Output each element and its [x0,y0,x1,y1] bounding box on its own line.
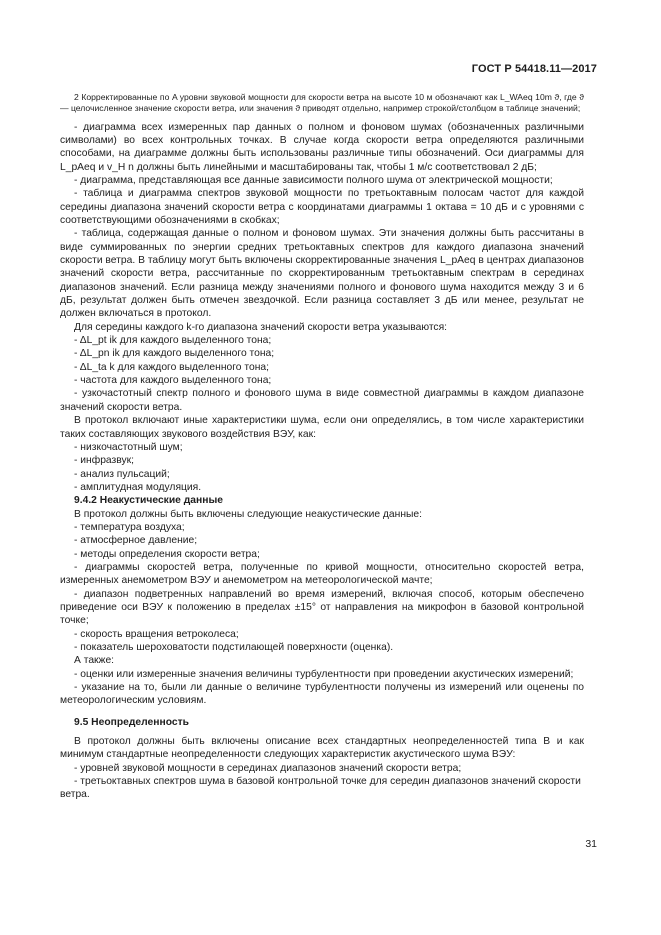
list-item: - таблица и диаграмма спектров звуковой мощности по третьоктавным полосам частот для каждой середины диапазона значений скорости ветра с координатами диаграммы 1 октава = 10 дБ и с уровнями с соответствующими обозначениями в скобках; [60,188,584,226]
list-item: - показатель шероховатости подстилающей поверхности (оценка). [74,642,394,653]
list-item: - ΔL_pt ik для каждого выделенного тона; [74,335,272,347]
document-header: ГОСТ Р 54418.11—2017 [471,63,597,75]
list-item: - узкочастотный спектр полного и фонового шума в виде совместной диаграммы в каждом диапазоне значений скорости ветра. [60,388,584,413]
paragraph: А также: [74,655,115,667]
paragraph: В протокол включают иные характеристики шума, если они определялись, в том числе характеристики таких составляющих звукового воздействия ВЭУ, как: [60,415,584,440]
list-item: - скорость вращения ветроколеса; [74,628,239,640]
list-item: - ΔL_pn ik для каждого выделенного тона; [74,348,275,360]
paragraph: В протокол должны быть включены описание всех стандартных неопределенностей типа В и как минимум стандартные неопределенности следующих характеристик акустического шума ВЭУ: [60,736,584,761]
list-item: - температура воздуха; [74,521,185,533]
list-item: - методы определения скорости ветра; [74,548,260,560]
list-item: - анализ пульсаций; [74,468,170,480]
list-item: - оценки или измеренные значения величины турбулентности при проведении акустических измерений; [74,668,574,680]
note-paragraph: 2 Корректированные по A уровни звуковой мощности для скорости ветра на высоте 10 м обозначают как L_WAeq 10m ϑ, где ϑ — целочисленное значение скорости ветра, или значения ϑ приводят отдельно, например строкой/столбцом в таблице значений; [60,92,584,113]
section-heading: 9.5 Неопределенность [74,716,189,728]
document-body [60,92,584,802]
list-item: - ΔL_ta k для каждого выделенного тона; [74,361,269,373]
list-item: - атмосферное давление; [74,535,198,547]
list-item: - частота для каждого выделенного тона; [74,375,272,387]
list-item: - таблица, содержащая данные о полном и фоновом шумах. Эти значения должны быть рассчитаны в виде суммированных по энергии средних третьоктавных спектров для каждого диапазона значений скорости ветра. В таблицу могут быть включены скорректированные значения L_pAeq в центрах диапазонов значений скорости ветра, рассчитанные по скорректированным третьоктавным спектрам в серединах диапазонов значений. Если разница между значениями полного и фонового шума находится между 3 и 6 дБ, результат должен быть отмечен звездочкой. Если разница составляет 3 дБ или менее, результат не должен включаться в протокол. [60,228,584,320]
list-item: - низкочастотный шум; [74,441,183,453]
paragraph: В протокол должны быть включены следующие неакустические данные: [74,508,423,520]
list-item: - амплитудная модуляция. [74,481,202,493]
list-item: - диапазон подветренных направлений во время измерений, включая способ, которым обеспечено приведение оси ВЭУ к положению в пределах ±15° от направления на микрофон в базовой контрольной точке; [60,588,584,627]
list-item: - третьоктавных спектров шума в базовой контрольной точке для середин диапазонов значений скорости ветра. [60,776,581,801]
list-item: - инфразвук; [74,455,135,467]
list-item: - диаграммы скоростей ветра, полученные по кривой мощности, относительно скоростей ветра, измеренных анемометром ВЭУ и анемометром на метеорологической мачте; [60,561,584,587]
list-item: - диаграмма, представляющая все данные зависимости полного шума от электрической мощности; [74,174,553,186]
subsection-heading: 9.4.2 Неакустические данные [74,495,223,507]
page-number: 31 [585,838,597,850]
list-item: - диаграмма всех измеренных пар данных о полном и фоновом шумах (обозначенных различными символами) во всех контрольных точках. В случае когда скорости ветра определяются различными способами, на диаграмме должны быть использованы различные типы обозначений. Оси диаграммы для L_pAeq и v_H n должны быть линейными и масштабированы так, чтобы 1 м/с соответствовал 2 дБ; [60,121,584,173]
list-item: - уровней звуковой мощности в серединах диапазонов значений скорости ветра; [74,762,462,774]
paragraph: Для середины каждого k-го диапазона значений скорости ветра указываются: [74,321,448,333]
list-item: - указание на то, были ли данные о величине турбулентности получены из измерений или оценены по метеорологическим условиям. [60,682,584,707]
